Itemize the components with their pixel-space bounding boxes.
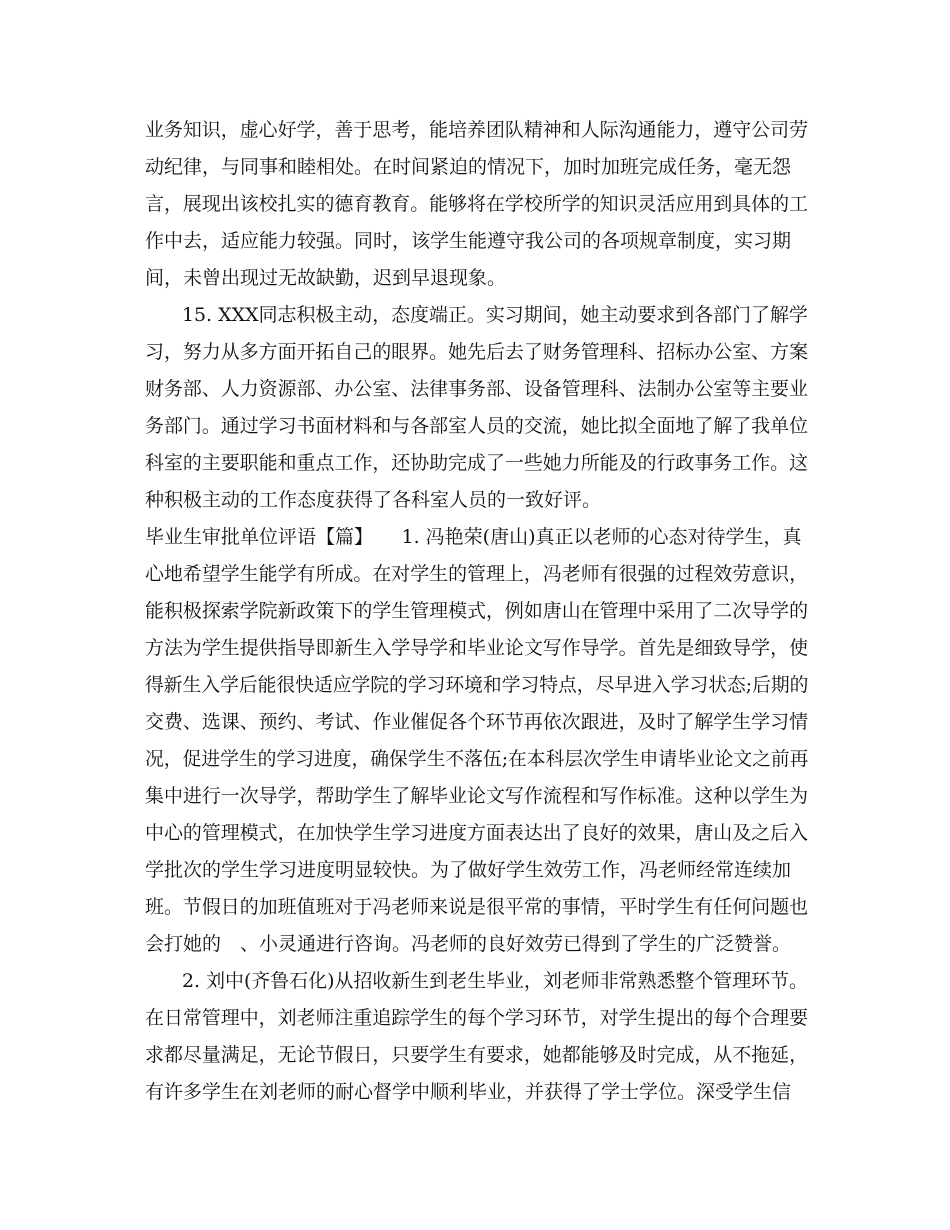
text-line: 间，未曾出现过无故缺勤，迟到早退现象。	[145, 267, 507, 289]
text-line: 况，促进学生的学习进度，确保学生不落伍;在本科层次学生申请毕业论文之前再	[145, 748, 809, 770]
text-line: 心地希望学生能学有所成。在对学生的管理上，冯老师有很强的过程效劳意识，	[145, 563, 809, 585]
text-line: 动纪律，与同事和睦相处。在时间紧迫的情况下，加时加班完成任务，毫无怨	[145, 156, 792, 178]
text-line: 业务知识，虚心好学，善于思考，能培养团队精神和人际沟通能力，遵守公司劳	[145, 119, 809, 141]
text-line: 财务部、人力资源部、办公室、法律事务部、设备管理科、法制办公室等主要业	[145, 378, 809, 400]
text-line: 方法为学生提供指导即新生入学导学和毕业论文写作导学。首先是细致导学，使	[145, 637, 809, 659]
text-line: 15. XXX同志积极主动，态度端正。实习期间，她主动要求到各部门了解学	[182, 304, 808, 326]
text-line: 习，努力从多方面开拓自己的眼界。她先后去了财务管理科、招标办公室、方案	[145, 341, 809, 363]
text-line: 交费、选课、预约、考试、作业催促各个环节再依次跟进，及时了解学生学习情	[145, 711, 809, 733]
text-line: 学批次的学生学习进度明显较快。为了做好学生效劳工作，冯老师经常连续加	[145, 859, 792, 881]
text-line: 班。节假日的加班值班对于冯老师来说是很平常的事情，平时学生有任何问题也	[145, 896, 809, 918]
text-line: 中心的管理模式，在加快学生学习进度方面表达出了良好的效果，唐山及之后入	[145, 822, 809, 844]
text-line: 务部门。通过学习书面材料和与各部室人员的交流，她比拟全面地了解了我单位	[145, 415, 809, 437]
section-heading-line: 毕业生审批单位评语【篇】 1. 冯艳荣(唐山)真正以老师的心态对待学生，真	[145, 526, 802, 548]
text-line: 科室的主要职能和重点工作，还协助完成了一些她力所能及的行政事务工作。这	[145, 452, 809, 474]
text-line: 作中去，适应能力较强。同时，该学生能遵守我公司的各项规章制度，实习期	[145, 230, 792, 252]
text-line: 会打她的 、小灵通进行咨询。冯老师的良好效劳已得到了学生的广泛赞誉。	[145, 933, 792, 955]
text-line: 求都尽量满足，无论节假日，只要学生有要求，她都能够及时完成，从不拖延，	[145, 1044, 809, 1066]
text-line: 言，展现出该校扎实的德育教育。能够将在学校所学的知识灵活应用到具体的工	[145, 193, 809, 215]
text-line: 得新生入学后能很快适应学院的学习环境和学习特点，尽早进入学习状态;后期的	[145, 674, 809, 696]
text-line: 2. 刘中(齐鲁石化)从招收新生到老生毕业，刘老师非常熟悉整个管理环节。	[182, 970, 808, 992]
text-line: 种积极主动的工作态度获得了各科室人员的一致好评。	[145, 489, 602, 511]
text-line: 能积极探索学院新政策下的学生管理模式，例如唐山在管理中采用了二次导学的	[145, 600, 809, 622]
text-line: 有许多学生在刘老师的耐心督学中顺利毕业，并获得了学士学位。深受学生信	[145, 1081, 792, 1103]
text-line: 集中进行一次导学，帮助学生了解毕业论文写作流程和写作标准。这种以学生为	[145, 785, 809, 807]
text-line: 在日常管理中，刘老师注重追踪学生的每个学习环节，对学生提出的每个合理要	[145, 1007, 809, 1029]
